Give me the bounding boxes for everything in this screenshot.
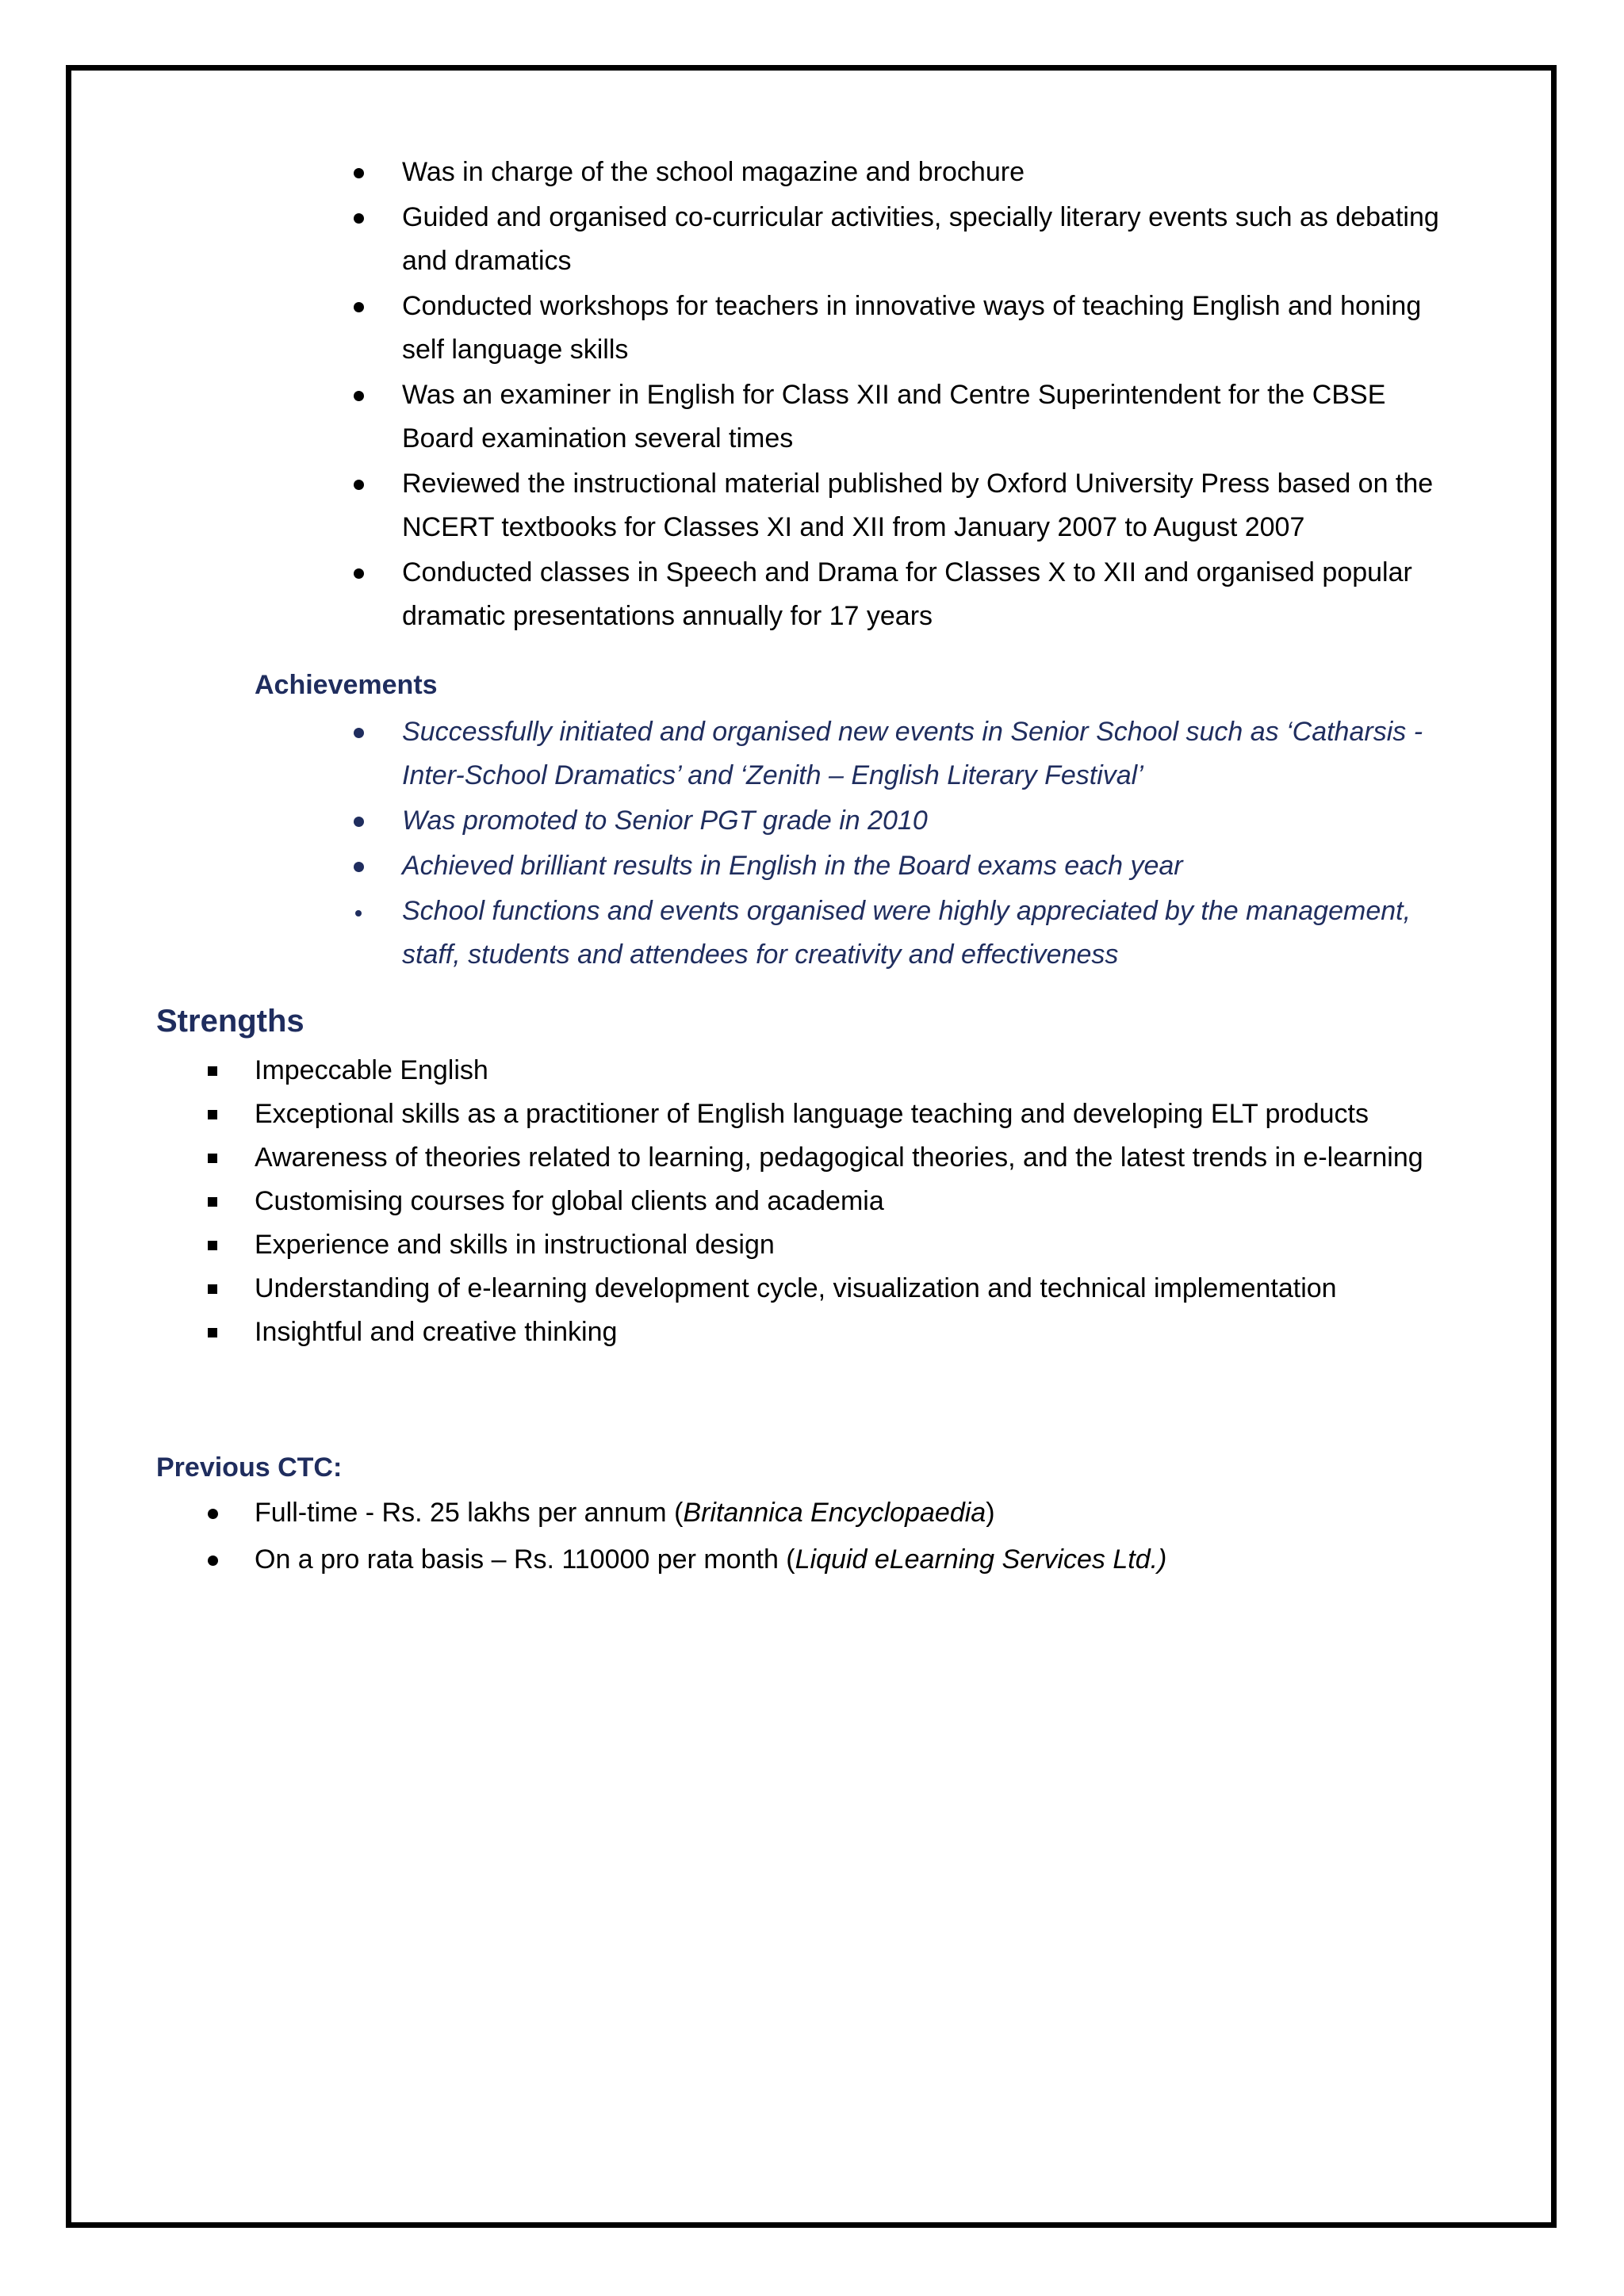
strength-text: Exceptional skills as a practitioner of English language teaching and developing ELT products: [255, 1099, 1369, 1129]
bullet-disc-icon: [208, 1509, 218, 1519]
duty-text: Was an examiner in English for Class XII and Centre Superintendent for the CBSE Board examination several times: [402, 380, 1386, 453]
bullet-disc-icon: [354, 168, 364, 178]
list-item: [0, 1267, 1507, 1311]
bullet-square-icon: [208, 1110, 217, 1119]
strength-text: Impeccable English: [255, 1055, 488, 1085]
duty-text: Reviewed the instructional material published by Oxford University Press based on the NCERT textbooks for Classes XI and XII from January 2007 to August 2007: [402, 469, 1434, 542]
list-item: [0, 1180, 1507, 1223]
list-item: [0, 799, 1465, 843]
bullet-square-icon: [208, 1154, 217, 1163]
list-item: [0, 1538, 1507, 1582]
list-item: [0, 890, 1465, 977]
duty-text: Guided and organised co-curricular activities, specially literary events such as debating and dramatics: [402, 202, 1439, 276]
ctc-text: Full-time - Rs. 25 lakhs per annum (: [255, 1498, 684, 1528]
list-item: [0, 844, 1465, 888]
strength-text: Customising courses for global clients and academia: [255, 1186, 884, 1216]
bullet-square-icon: [208, 1241, 217, 1250]
list-item: [0, 151, 1465, 194]
strength-text: Experience and skills in instructional design: [255, 1230, 775, 1260]
achievements-list: [0, 710, 1624, 977]
bullet-disc-icon: [354, 391, 364, 401]
ctc-heading: Previous CTC:: [156, 1452, 343, 1483]
bullet-disc-icon: [354, 213, 364, 224]
bullet-disc-icon: [354, 728, 364, 738]
bullet-disc-icon: [354, 302, 364, 312]
ctc-text: On a pro rata basis – Rs. 110000 per month (: [255, 1544, 795, 1575]
bullet-square-icon: [208, 1328, 217, 1337]
bullet-disc-icon: [355, 910, 362, 916]
list-item: [0, 373, 1465, 461]
strengths-section: [0, 1049, 1624, 1354]
achievement-text: School functions and events organised were highly appreciated by the management, staff, students and attendees for creativity and effectiveness: [402, 896, 1411, 970]
duty-text: Was in charge of the school magazine and brochure: [402, 157, 1025, 187]
duties-section: [0, 151, 1624, 640]
strength-text: Insightful and creative thinking: [255, 1317, 618, 1347]
list-item: [0, 551, 1465, 638]
ctc-employer: Liquid eLearning Services Ltd.): [795, 1544, 1167, 1575]
list-item: [0, 1491, 1507, 1535]
bullet-disc-icon: [208, 1556, 218, 1566]
list-item: [0, 1093, 1507, 1136]
list-item: [0, 462, 1465, 549]
bullet-square-icon: [208, 1066, 217, 1076]
bullet-disc-icon: [354, 817, 364, 827]
bullet-disc-icon: [354, 480, 364, 490]
achievement-text: Successfully initiated and organised new events in Senior School such as ‘Catharsis - Inter-School Dramatics’ and ‘Zenith – English Literary Festival’: [402, 717, 1423, 790]
strength-text: Awareness of theories related to learning, pedagogical theories, and the latest trends in e-learning: [255, 1142, 1423, 1173]
achievement-text: Achieved brilliant results in English in the Board exams each year: [402, 851, 1183, 881]
duties-list: [0, 151, 1624, 638]
bullet-disc-icon: [354, 568, 364, 579]
strength-text: Understanding of e-learning development cycle, visualization and technical implementation: [255, 1273, 1337, 1303]
achievements-section: [0, 710, 1624, 978]
bullet-square-icon: [208, 1197, 217, 1207]
duty-text: Conducted classes in Speech and Drama for Classes X to XII and organised popular dramatic presentations annually for 17 years: [402, 557, 1412, 631]
achievements-heading: Achievements: [255, 670, 438, 700]
list-item: [0, 710, 1465, 798]
bullet-disc-icon: [354, 862, 364, 872]
duty-text: Conducted workshops for teachers in innovative ways of teaching English and honing self language skills: [402, 291, 1422, 365]
ctc-list: [0, 1491, 1624, 1582]
list-item: [0, 1049, 1507, 1093]
list-item: [0, 1223, 1507, 1267]
strengths-list: [0, 1049, 1624, 1354]
achievement-text: Was promoted to Senior PGT grade in 2010: [402, 806, 928, 836]
bullet-square-icon: [208, 1284, 217, 1294]
strengths-heading: Strengths: [156, 1004, 304, 1039]
ctc-employer: Britannica Encyclopaedia: [683, 1498, 986, 1528]
list-item: [0, 285, 1465, 372]
ctc-section: [0, 1491, 1624, 1585]
list-item: [0, 1311, 1507, 1354]
list-item: [0, 196, 1465, 283]
ctc-text-after: ): [986, 1498, 995, 1528]
list-item: [0, 1136, 1507, 1180]
